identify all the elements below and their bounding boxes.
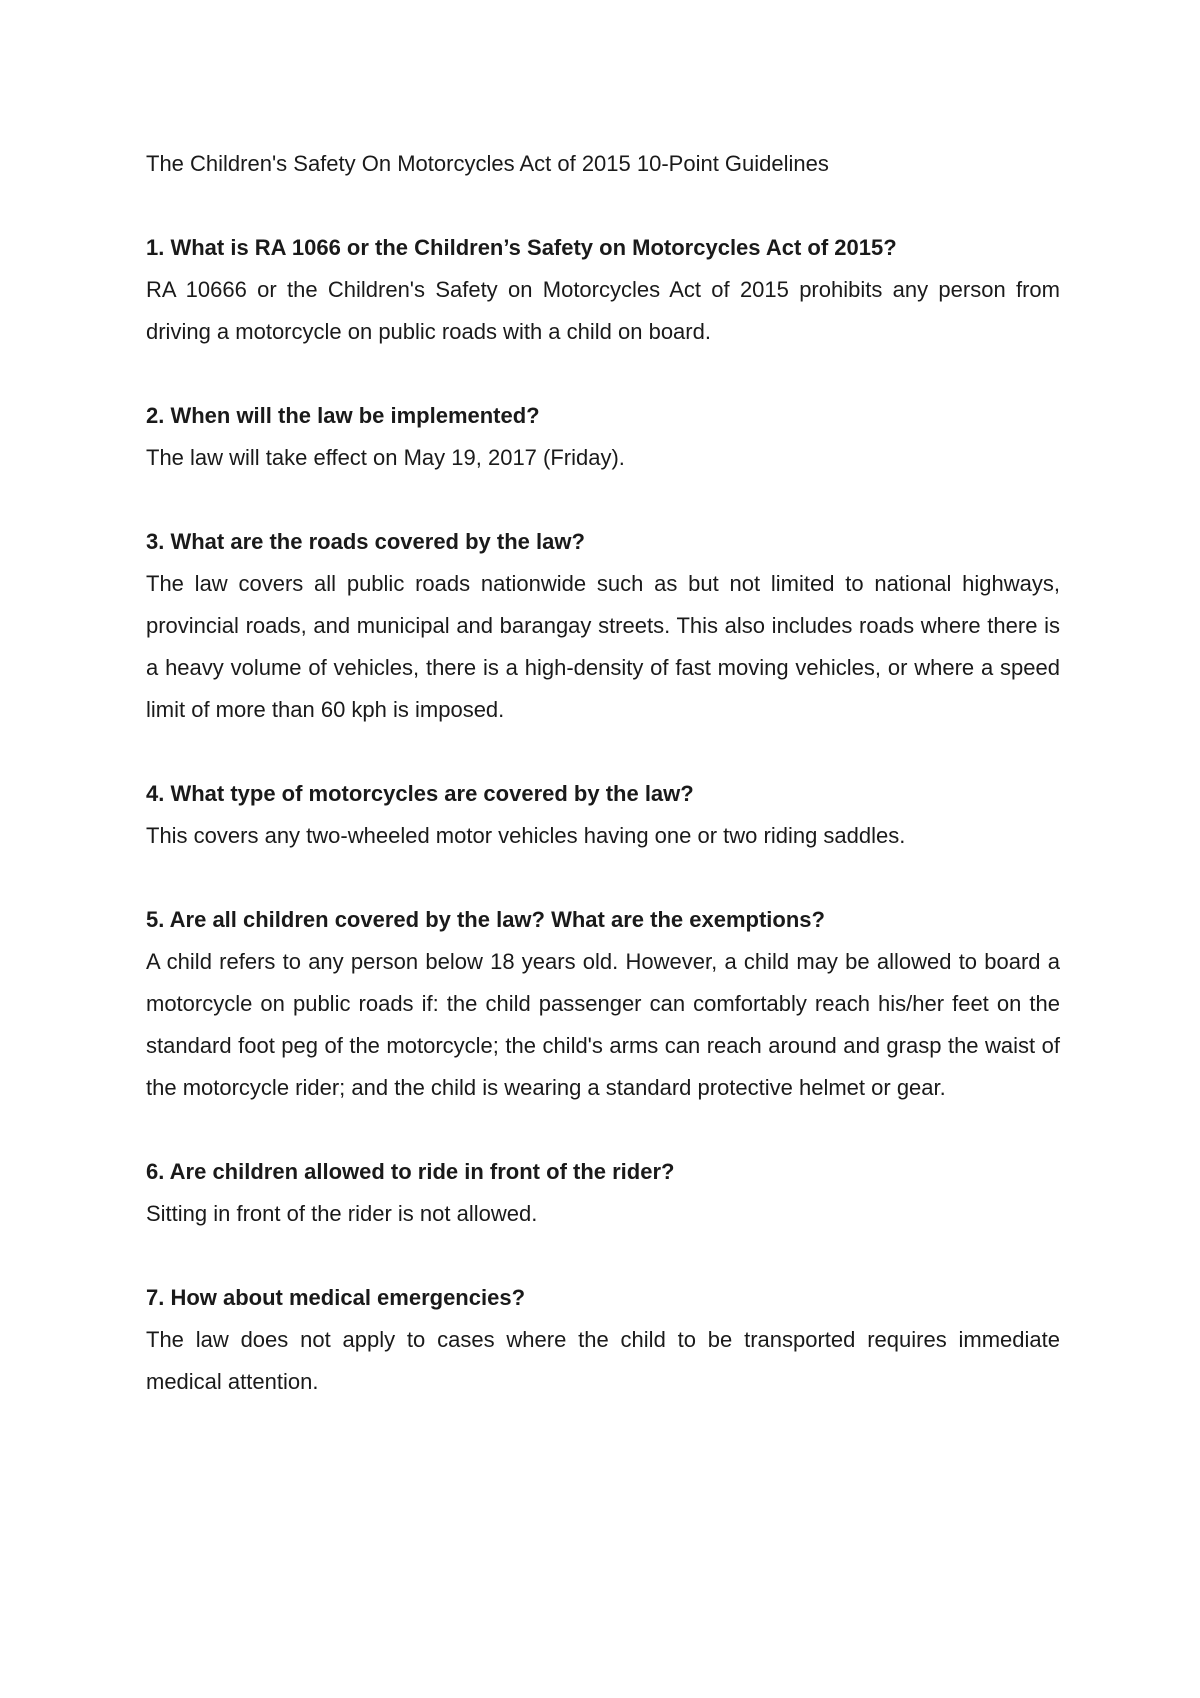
section-2-question: 2. When will the law be implemented? bbox=[146, 403, 540, 428]
document-title: The Children's Safety On Motorcycles Act of 2015 10-Point Guidelines bbox=[146, 151, 829, 176]
section-5 bbox=[146, 899, 1060, 1109]
section-4 bbox=[146, 773, 1060, 857]
section-6-question: 6. Are children allowed to ride in front of the rider? bbox=[146, 1159, 675, 1184]
section-3-question: 3. What are the roads covered by the law? bbox=[146, 529, 585, 554]
section-1 bbox=[146, 227, 1060, 353]
section-4-question: 4. What type of motorcycles are covered by the law? bbox=[146, 781, 694, 806]
document-body bbox=[146, 143, 1060, 1445]
section-7-answer: The law does not apply to cases where the child to be transported requires immediate medical attention. bbox=[146, 1327, 1060, 1394]
section-5-question: 5. Are all children covered by the law? What are the exemptions? bbox=[146, 907, 825, 932]
section-2 bbox=[146, 395, 1060, 479]
section-4-answer: This covers any two-wheeled motor vehicles having one or two riding saddles. bbox=[146, 823, 906, 848]
section-3-answer: The law covers all public roads nationwide such as but not limited to national highways, provincial roads, and municipal and barangay streets. This also includes roads where there is a heavy volume of vehicles, there is a high-density of fast moving vehicles, or where a speed limit of more than 60 kph is imposed. bbox=[146, 571, 1060, 722]
section-1-answer: RA 10666 or the Children's Safety on Motorcycles Act of 2015 prohibits any person from driving a motorcycle on public roads with a child on board. bbox=[146, 277, 1060, 344]
section-1-question: 1. What is RA 1066 or the Children’s Safety on Motorcycles Act of 2015? bbox=[146, 235, 897, 260]
section-5-answer: A child refers to any person below 18 years old. However, a child may be allowed to board a motorcycle on public roads if: the child passenger can comfortably reach his/her feet on the standard foot peg of the motorcycle; the child's arms can reach around and grasp the waist of the motorcycle rider; and the child is wearing a standard protective helmet or gear. bbox=[146, 949, 1060, 1100]
section-2-answer: The law will take effect on May 19, 2017 (Friday). bbox=[146, 445, 625, 470]
section-3 bbox=[146, 521, 1060, 731]
section-7-question: 7. How about medical emergencies? bbox=[146, 1285, 526, 1310]
section-6-answer: Sitting in front of the rider is not allowed. bbox=[146, 1201, 538, 1226]
section-7 bbox=[146, 1277, 1060, 1403]
section-6 bbox=[146, 1151, 1060, 1235]
